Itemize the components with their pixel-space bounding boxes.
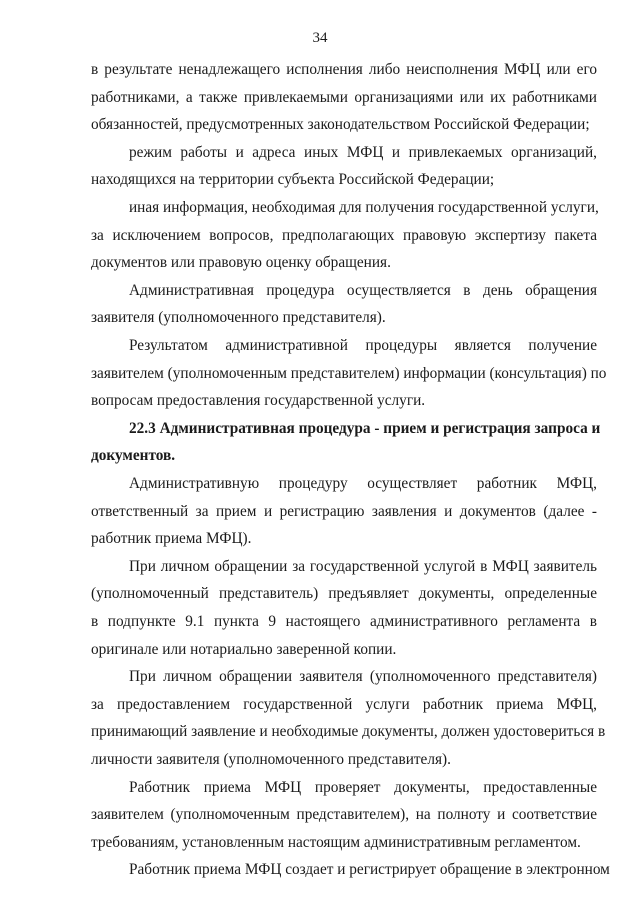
- text-line: ответственный за прием и регистрацию заявления и документов (далее -: [91, 502, 597, 520]
- text-line: работник приема МФЦ).: [91, 530, 252, 548]
- text-line: заявителем (уполномоченным представителем), на полноту и соответствие: [91, 806, 597, 824]
- text-line: находящихся на территории субъекта Российской Федерации;: [91, 171, 495, 189]
- text-line: за исключением вопросов, предполагающих правовую экспертизу пакета: [91, 226, 597, 244]
- text-line: личности заявителя (уполномоченного представителя).: [91, 751, 451, 768]
- text-line: Результатом административной процедуры является получение: [129, 337, 597, 354]
- text-line: в результате ненадлежащего исполнения либо неисполнения МФЦ или его: [91, 61, 597, 78]
- text-line: Административная процедура осуществляется в день обращения: [129, 281, 597, 299]
- text-line: в подпункте 9.1 пункта 9 настоящего административного регламента в: [91, 613, 597, 630]
- text-line: заявителем (уполномоченным представителем) информации (консультация) по: [91, 364, 607, 382]
- text-line: вопросам предоставления государственной услуги.: [91, 392, 426, 410]
- text-line: заявителя (уполномоченного представителя).: [91, 309, 386, 327]
- text-line: оригинале или нотариально заверенной копии.: [91, 640, 397, 658]
- text-line: обязанностей, предусмотренных законодательством Российской Федерации;: [91, 116, 590, 134]
- text-line: При личном обращении за государственной услугой в МФЦ заявитель: [129, 557, 597, 575]
- text-line: работниками, а также привлекаемыми организациями или их работниками: [91, 88, 597, 106]
- text-line: (уполномоченный представитель) предъявляет документы, определенные: [91, 585, 597, 603]
- text-line: за предоставлением государственной услуги работник приема МФЦ,: [91, 695, 597, 713]
- section-heading-line: 22.3 Административная процедура - прием и регистрация запроса и: [129, 419, 601, 437]
- text-line: Работник приема МФЦ проверяет документы, предоставленные: [129, 778, 597, 796]
- text-line: иная информация, необходимая для получения государственной услуги,: [129, 199, 599, 216]
- text-line: Работник приема МФЦ создает и регистрирует обращение в электронном: [129, 861, 610, 879]
- section-heading-line: документов.: [91, 447, 176, 465]
- text-line: принимающий заявление и необходимые документы, должен удостовериться в: [91, 723, 606, 741]
- text-line: При личном обращении заявителя (уполномоченного представителя): [129, 668, 597, 686]
- text-line: режим работы и адреса иных МФЦ и привлекаемых организаций,: [129, 143, 597, 161]
- text-line: Административную процедуру осуществляет работник МФЦ,: [129, 475, 597, 492]
- text-line: требованиям, установленным настоящим административным регламентом.: [91, 833, 581, 851]
- text-line: документов или правовую оценку обращения.: [91, 254, 391, 272]
- page-number: 34: [312, 30, 328, 46]
